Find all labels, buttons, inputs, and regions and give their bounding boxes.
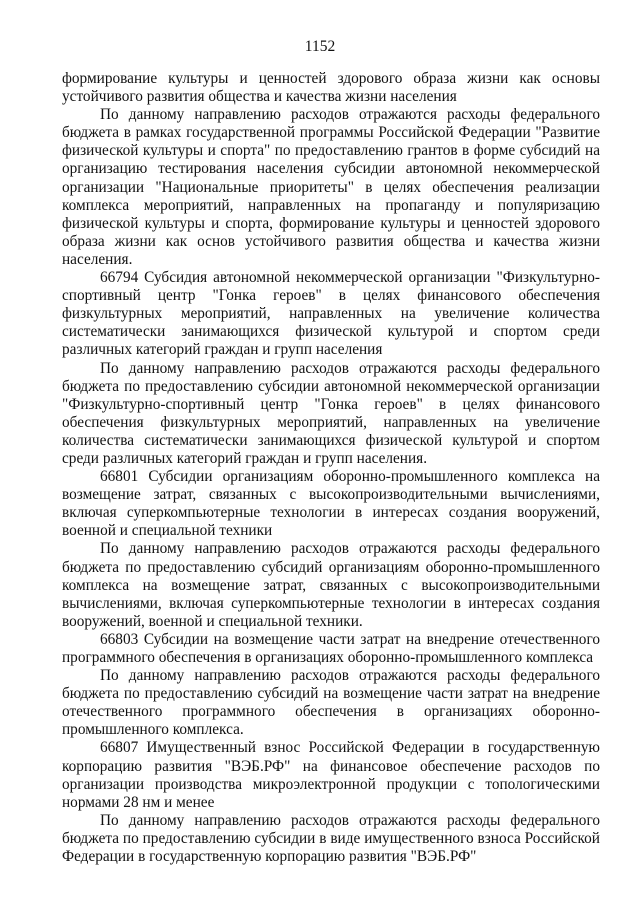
paragraph-description-66794: По данному направлению расходов отражаются расходы федерального бюджета по предоставлению субсидии автономной некоммерческой организации "Физкультурно-спортивный центр "Гонка героев" в целях финансового обеспечения физкультурных мероприятий, направленных на увеличение количества систематически занимающихся физической культурой и спортом среди различных категорий граждан и групп населения. [62,359,600,467]
paragraph-description-66807: По данному направлению расходов отражаются расходы федерального бюджета по предоставлению субсидии в виде имущественного взноса Российской Федерации в государственную корпорацию развития "ВЭБ.РФ" [62,811,600,866]
page-number: 1152 [304,38,336,55]
paragraph-continuation: формирование культуры и ценностей здорового образа жизни как основы устойчивого развития общества и качества жизни населения [62,70,600,106]
document-body [62,70,600,866]
paragraph-description-national-priorities: По данному направлению расходов отражаются расходы федерального бюджета в рамках государственной программы Российской Федерации "Развитие физической культуры и спорта" по предоставлению грантов в форме субсидий на организацию тестирования населения субсидии автономной некоммерческой организации "Национальные приоритеты" в целях обеспечения реализации комплекса мероприятий, направленных на пропаганду и популяризацию физической культуры и спорта, формирование культуры и ценностей здорового образа жизни как основ устойчивого развития общества и качества жизни населения. [62,106,600,268]
paragraph-code-66801: 66801 Субсидии организациям оборонно-промышленного комплекса на возмещение затрат, связанных с высокопроизводительными вычислениями, включая суперкомпьютерные технологии в интересах создания вооружений, военной и специальной техники [62,468,600,540]
paragraph-code-66794: 66794 Субсидия автономной некоммерческой организации "Физкультурно-спортивный центр "Гонка героев" в целях финансового обеспечения физкультурных мероприятий, направленных на увеличение количества систематически занимающихся физической культурой и спортом среди различных категорий граждан и групп населения [62,269,600,359]
paragraph-code-66803: 66803 Субсидии на возмещение части затрат на внедрение отечественного программного обеспечения в организациях оборонно-промышленного комплекса [62,630,600,666]
paragraph-description-66801: По данному направлению расходов отражаются расходы федерального бюджета по предоставлению субсидий организациям оборонно-промышленного комплекса на возмещение затрат, связанных с высокопроизводительными вычислениями, включая суперкомпьютерные технологии в интересах создания вооружений, военной и специальной техники. [62,540,600,630]
paragraph-code-66807: 66807 Имущественный взнос Российской Федерации в государственную корпорацию развития "ВЭБ.РФ" на финансовое обеспечение расходов по организации производства микроэлектронной продукции с топологическими нормами 28 нм и менее [62,739,600,811]
paragraph-description-66803: По данному направлению расходов отражаются расходы федерального бюджета по предоставлению субсидий на возмещение части затрат на внедрение отечественного программного обеспечения в организациях оборонно-промышленного комплекса. [62,667,600,739]
